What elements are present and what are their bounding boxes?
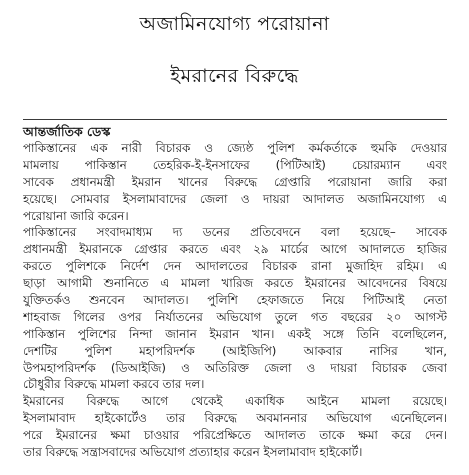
paragraph-2-line: ছাড়া আগামী শুনানিতে এ মামলা খারিজ করতে ইমরানের আবেদনের বিষয়ে [23, 276, 447, 291]
paragraph-2-line: শাহবাজ গিলের ওপর নির্যাতনের অভিযোগ তুলে গত বছরের ২০ আগস্ট [23, 309, 447, 324]
paragraph-2-line: প্রধানমন্ত্রী ইমরানকে গ্রেপ্তার করতে এবং ২৯ মার্চের আগে আদালতে হাজির [23, 242, 447, 257]
paragraph-3-line: ইসলামাবাদ হাইকোর্টেও তার বিরুদ্ধে অবমাননার অভিযোগ এনেছিলেন। [23, 411, 447, 426]
paragraph-2-line: উপমহাপরিদর্শক (ডিআইজি) ও অতিরিক্ত জেলা ও দায়রা বিচারক জেবা [23, 360, 447, 375]
headline-line-1: অজামিনযোগ্য পরোয়ানা [139, 13, 330, 35]
paragraph-1-line: পাকিস্তানের এক নারী বিচারক ও জ্যেষ্ঠ পুলিশ কর্মকর্তাকে হুমকি দেওয়ার [23, 141, 447, 155]
paragraph-3-line: ইমরানের বিরুদ্ধে আগে থেকেই একাধিক আইনে মামলা রয়েছে। [23, 394, 447, 409]
paragraph-1-line: পরোয়ানা জারি করেন। [23, 208, 129, 223]
paragraph-1-line: মামলায় পাকিস্তান তেহরিক-ই-ইনসাফের (পিটিআই) চেয়ারম্যান এবং [23, 157, 447, 172]
paragraph-2-line: পাকিস্তানের সংবাদমাধ্যম দ্য ডনের প্রতিবেদনে বলা হয়েছে– সাবেক [23, 225, 447, 240]
paragraph-1-line: হয়েছে। সোমবার ইসলামাবাদের জেলা ও দায়রা আদালত অজামিনযোগ্য এ [23, 191, 447, 206]
paragraph-3-line: পরে ইমরানের ক্ষমা চাওয়ার পরিপ্রেক্ষিতে আদালত তাকে ক্ষমা করে দেন। [23, 428, 447, 443]
paragraph-3-line: তার বিরুদ্ধে সন্ত্রাসবাদের অভিযোগ প্রত্যাহার করেন ইসলামাবাদ হাইকোর্ট। [23, 445, 363, 460]
article-body [23, 140, 447, 461]
paragraph-2-line: করতে পুলিশকে নির্দেশ দেন আদালতের বিচারক রানা মুজাহিদ রহিম। এ [23, 259, 447, 274]
byline-rule [23, 119, 447, 120]
paragraph-1-line: সাবেক প্রধানমন্ত্রী ইমরান খানের বিরুদ্ধে গ্রেপ্তারি পরোয়ানা জারি করা [23, 174, 447, 189]
paragraph-2-line: পাকিস্তান পুলিশের নিন্দা জানান ইমরান খান। একই সঙ্গে তিনি বলেছিলেন, [23, 326, 447, 341]
paragraph-2-line: দেশটির পুলিশ মহাপরিদর্শক (আইজিপি) আকবার নাসির খান, [23, 343, 447, 358]
paragraph-2-line: চৌধুরীর বিরুদ্ধে মামলা করবে তার দল। [23, 377, 205, 392]
paragraph-2-line: যুক্তিতর্কও শুনবেন আদালত। পুলিশি হেফাজতে নিয়ে পিটিআই নেতা [23, 293, 447, 308]
byline: আন্তর্জাতিক ডেস্ক [23, 124, 111, 139]
headline-line-2: ইমরানের বিরুদ্ধে [170, 65, 299, 87]
